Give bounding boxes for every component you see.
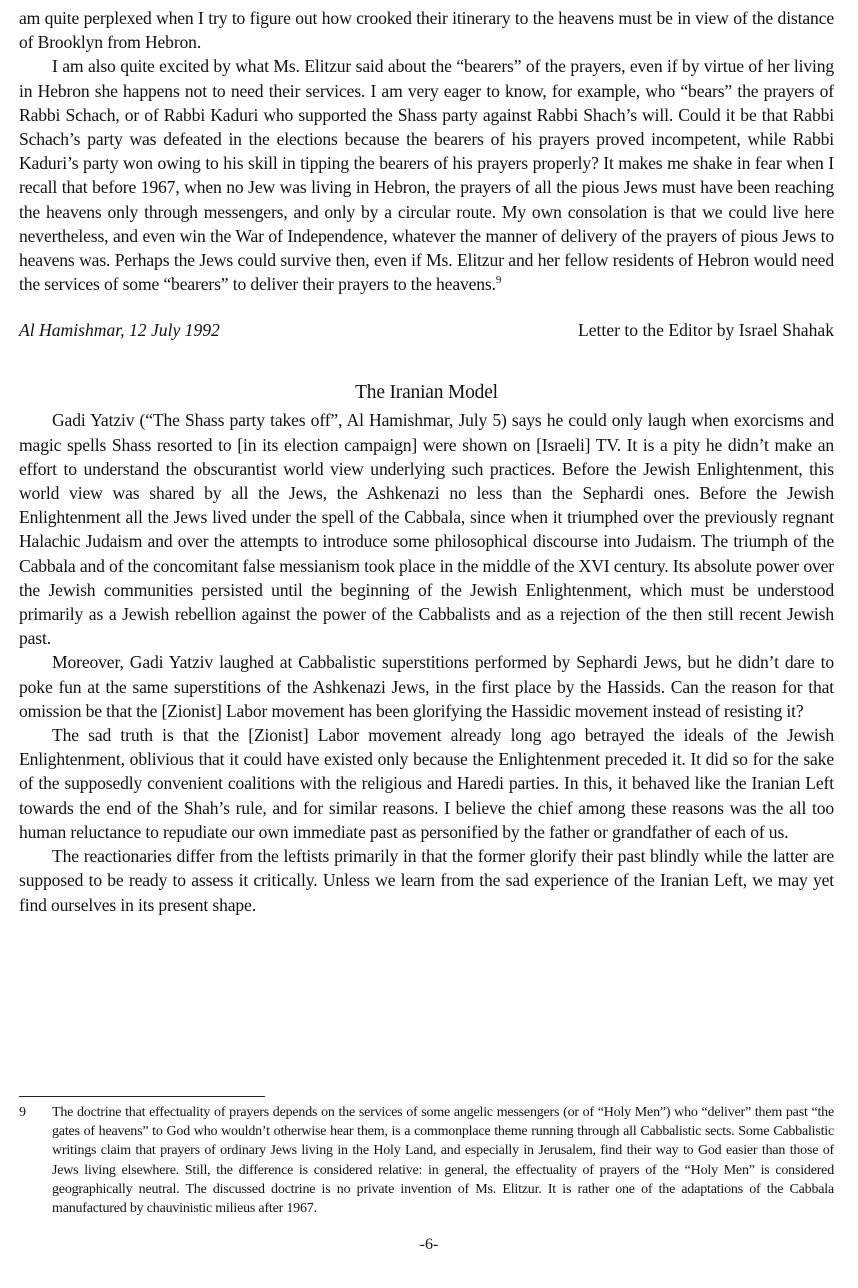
- paragraph: Gadi Yatziv (“The Shass party takes off”, Al Hamishmar, July 5) says he could only laugh when exorcisms and magic spells Shass resorted to [in its election campaign] were shown on [Israeli] TV. It is a pity he didn’t make an effort to understand the obscurantist world view underlying such practices. Before the Jewish Enlightenment, this world view was shared by all the Jews, the Ashkenazi no less than the Sephardi ones. Before the Jewish Enlightenment all the Jews lived under the spell of the Cabbala, since when it triumphed over the previously regnant Halachic Judaism and over the attempts to introduce some philosophical discourse into Judaism. The triumph of the Cabbala and of the concomitant false messianism took place in the middle of the XVI century. Its absolute power over the Jewish communities persisted until the beginning of the Jewish Enlightenment, which must be understood primarily as a Jewish rebellion against the power of the Cabbalists and as a rejection of the then still recent Jewish past.: [19, 410, 834, 649]
- paragraph: The reactionaries differ from the leftists primarily in that the former glorify their past blindly while the latter are supposed to be ready to assess it critically. Unless we learn from the sad experience of the Iranian Left, we may yet find ourselves in its present shape.: [19, 846, 834, 915]
- footnote-number: 9: [19, 1105, 26, 1120]
- paragraph: Moreover, Gadi Yatziv laughed at Cabbalistic superstitions performed by Sephardi Jews, but he didn’t dare to poke fun at the same superstitions of the Ashkenazi Jews, in the first place by the Hassids. Can the reason for that omission be that the [Zionist] Labor movement has been glorifying the Hassidic movement instead of resisting it?: [19, 652, 834, 721]
- footnote: [19, 1103, 834, 1218]
- document-page: [19, 0, 834, 917]
- footnote-divider: [19, 1096, 265, 1097]
- section-title: The Iranian Model: [355, 382, 498, 404]
- letter-signature: [19, 318, 834, 342]
- publication-source: Al Hamishmar, 12 July 1992: [19, 320, 220, 341]
- paragraph: [19, 54, 834, 296]
- article-iranian-model: [19, 380, 834, 916]
- letter-continuation: [19, 6, 834, 342]
- author-attribution: Letter to the Editor by Israel Shahak: [577, 320, 834, 341]
- page-number: -6-: [419, 1236, 439, 1253]
- footnote-text: The doctrine that effectuality of prayers depends on the services of some angelic messengers (or of “Holy Men”) who “deliver” them past “the gates of heavens” to God who wouldn’t otherwise hear them, is a commonplace theme running through all Cabbalistic sects. Some Cabbalistic writings claim that prayers of ordinary Jews living in the Holy Land, and especially in Jerusalem, find their way to God easier than those of Jews living elsewhere. Still, the difference is considered relative: in general, the effectuality of prayers of the “Holy Men” is considered geographically neutral. The discussed doctrine is no private invention of Ms. Elitzur. It is rather one of the adaptations of the Cabbala manufactured by chauvinistic milieus after 1967.: [52, 1105, 834, 1217]
- article-body: [19, 408, 834, 916]
- paragraph: am quite perplexed when I try to figure out how crooked their itinerary to the heavens must be in view of the distance of Brooklyn from Hebron.: [19, 8, 834, 53]
- paragraph-text: I am also quite excited by what Ms. Elitzur said about the “bearers” of the prayers, even if by virtue of her living in Hebron she happens not to need their services. I am very eager to know, for example, who “bears” the prayers of Rabbi Schach, or of Rabbi Kaduri who supported the Shass party against Rabbi Shach’s will. Could it be that Rabbi Schach’s party was defeated in the elections because the bearers of his prayers proved incompetent, while Rabbi Kaduri’s party won owing to his skill in tipping the bearers of his prayers properly? It makes me shake in fear when I recall that before 1967, when no Jew was living in Hebron, the prayers of all the pious Jews must have been reaching the heavens only through messengers, and only by a circular route. My own consolation is that we could live here nevertheless, and even win the War of Independence, whatever the manner of delivery of the prayers of pious Jews to heavens was. Perhaps the Jews could survive then, even if Ms. Elitzur and her fellow residents of Hebron would need the services of some “bearers” to deliver their prayers to the heavens.: [19, 56, 834, 295]
- footnotes: [19, 1103, 834, 1218]
- footnote-reference[interactable]: 9: [495, 274, 502, 287]
- paragraph: The sad truth is that the [Zionist] Labor movement already long ago betrayed the ideals of the Jewish Enlightenment, oblivious that it could have existed only because the Enlightenment preceded it. It did so for the sake of the supposedly convenient coalitions with the religious and Haredi parties. In this, it behaved like the Iranian Left towards the end of the Shah’s rule, and for similar reasons. I believe the chief among these reasons was the all too human reluctance to repudiate our own immediate past as personified by the father or grandfather of each of us.: [19, 725, 834, 842]
